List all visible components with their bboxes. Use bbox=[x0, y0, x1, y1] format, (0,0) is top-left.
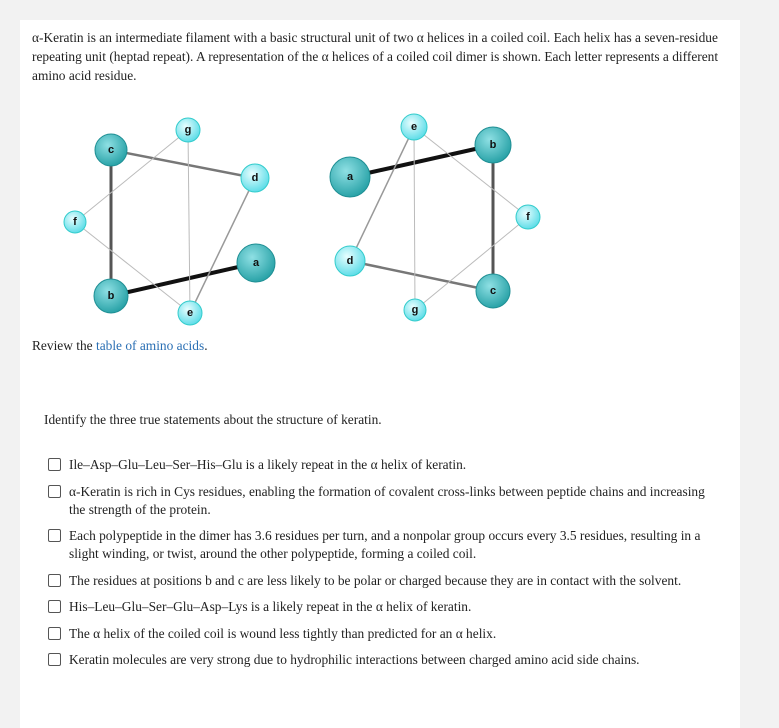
option-checkbox[interactable] bbox=[48, 485, 61, 498]
review-prefix: Review the bbox=[32, 338, 96, 353]
bond-f-e bbox=[75, 222, 190, 313]
option-checkbox[interactable] bbox=[48, 627, 61, 640]
answer-option-2[interactable] bbox=[48, 483, 720, 519]
option-text: The α helix of the coiled coil is wound less tightly than predicted for an α helix. bbox=[69, 625, 497, 641]
bond-e-d bbox=[190, 178, 255, 313]
answer-option-4[interactable] bbox=[48, 572, 720, 590]
option-checkbox[interactable] bbox=[48, 600, 61, 613]
svg-text:f: f bbox=[73, 216, 77, 228]
answer-options bbox=[48, 456, 720, 678]
option-text: α-Keratin is rich in Cys residues, enabling the formation of covalent cross-links between peptide chains and increasing the strength of the protein. bbox=[69, 483, 705, 517]
answer-option-6[interactable] bbox=[48, 625, 720, 643]
option-checkbox[interactable] bbox=[48, 458, 61, 471]
helix-2-node-a bbox=[330, 157, 370, 197]
svg-text:b: b bbox=[489, 139, 497, 151]
option-text: Each polypeptide in the dimer has 3.6 residues per turn, and a nonpolar group occurs every 3.5 residues, resulting in a slight winding, or twist, around the other polypeptide, forming a coiled coil. bbox=[69, 528, 701, 561]
bond-f-g bbox=[415, 217, 528, 310]
helix-2-node-d bbox=[335, 246, 365, 276]
helix-2-node-g bbox=[404, 299, 426, 321]
review-line bbox=[32, 338, 208, 354]
answer-option-5[interactable] bbox=[48, 598, 720, 616]
answer-option-3[interactable] bbox=[48, 527, 720, 563]
bond-d-c bbox=[350, 261, 493, 291]
helix-1-node-c bbox=[95, 134, 127, 166]
helix-1-node-b bbox=[94, 279, 128, 313]
svg-text:g: g bbox=[184, 124, 192, 136]
svg-text:d: d bbox=[251, 172, 259, 184]
option-text: Keratin molecules are very strong due to hydrophilic interactions between charged amino acid side chains. bbox=[69, 652, 640, 667]
svg-text:b: b bbox=[107, 290, 115, 302]
amino-acid-table-link[interactable]: table of amino acids bbox=[95, 338, 205, 353]
svg-text:f: f bbox=[526, 211, 530, 223]
intro-text: α-Keratin is an intermediate filament with a basic structural unit of two α helices in a coiled coil. Each helix has a seven-residue repeating unit (heptad repeat). A representation of the α helices of a coiled coil dimer is shown. Each letter represents a different amino acid residue. bbox=[32, 30, 719, 83]
helix-1-node-d bbox=[241, 164, 269, 192]
helix-1-node-f bbox=[64, 211, 86, 233]
option-text: The residues at positions b and c are less likely to be polar or charged because they are in contact with the solvent. bbox=[69, 572, 682, 588]
helix-1-nodes bbox=[64, 118, 275, 325]
review-suffix: . bbox=[204, 338, 208, 353]
svg-text:e: e bbox=[410, 121, 418, 133]
svg-text:d: d bbox=[346, 255, 354, 267]
answer-option-1[interactable] bbox=[48, 456, 720, 474]
svg-text:c: c bbox=[489, 285, 497, 297]
option-text: Ile–Asp–Glu–Leu–Ser–His–Glu is a likely repeat in the α helix of keratin. bbox=[69, 457, 467, 472]
helix-2-node-b bbox=[475, 127, 511, 163]
option-checkbox[interactable] bbox=[48, 653, 61, 666]
option-checkbox[interactable] bbox=[48, 574, 61, 587]
helix-2-node-e bbox=[401, 114, 427, 140]
helix-1-node-g bbox=[176, 118, 200, 142]
helix-2-nodes bbox=[330, 114, 540, 321]
answer-option-7[interactable] bbox=[48, 651, 720, 669]
bond-c-d bbox=[111, 150, 255, 178]
bond-f-g bbox=[75, 130, 188, 222]
question-prompt: Identify the three true statements about the structure of keratin. bbox=[44, 412, 382, 427]
svg-text:a: a bbox=[252, 257, 260, 269]
option-checkbox[interactable] bbox=[48, 529, 61, 542]
helix-1-node-e bbox=[178, 301, 202, 325]
svg-text:c: c bbox=[107, 144, 115, 156]
helix-2-node-c bbox=[476, 274, 510, 308]
option-text: His–Leu–Glu–Ser–Glu–Asp–Lys is a likely repeat in the α helix of keratin. bbox=[69, 599, 472, 614]
svg-text:a: a bbox=[346, 171, 354, 183]
bond-g-e bbox=[188, 130, 190, 313]
helix-2-node-f bbox=[516, 205, 540, 229]
coiled-coil-diagram bbox=[20, 20, 740, 330]
question-card bbox=[20, 20, 740, 728]
bond-g-e bbox=[414, 127, 415, 310]
svg-text:g: g bbox=[411, 304, 419, 316]
svg-text:e: e bbox=[186, 307, 194, 319]
helix-1-node-a bbox=[237, 244, 275, 282]
